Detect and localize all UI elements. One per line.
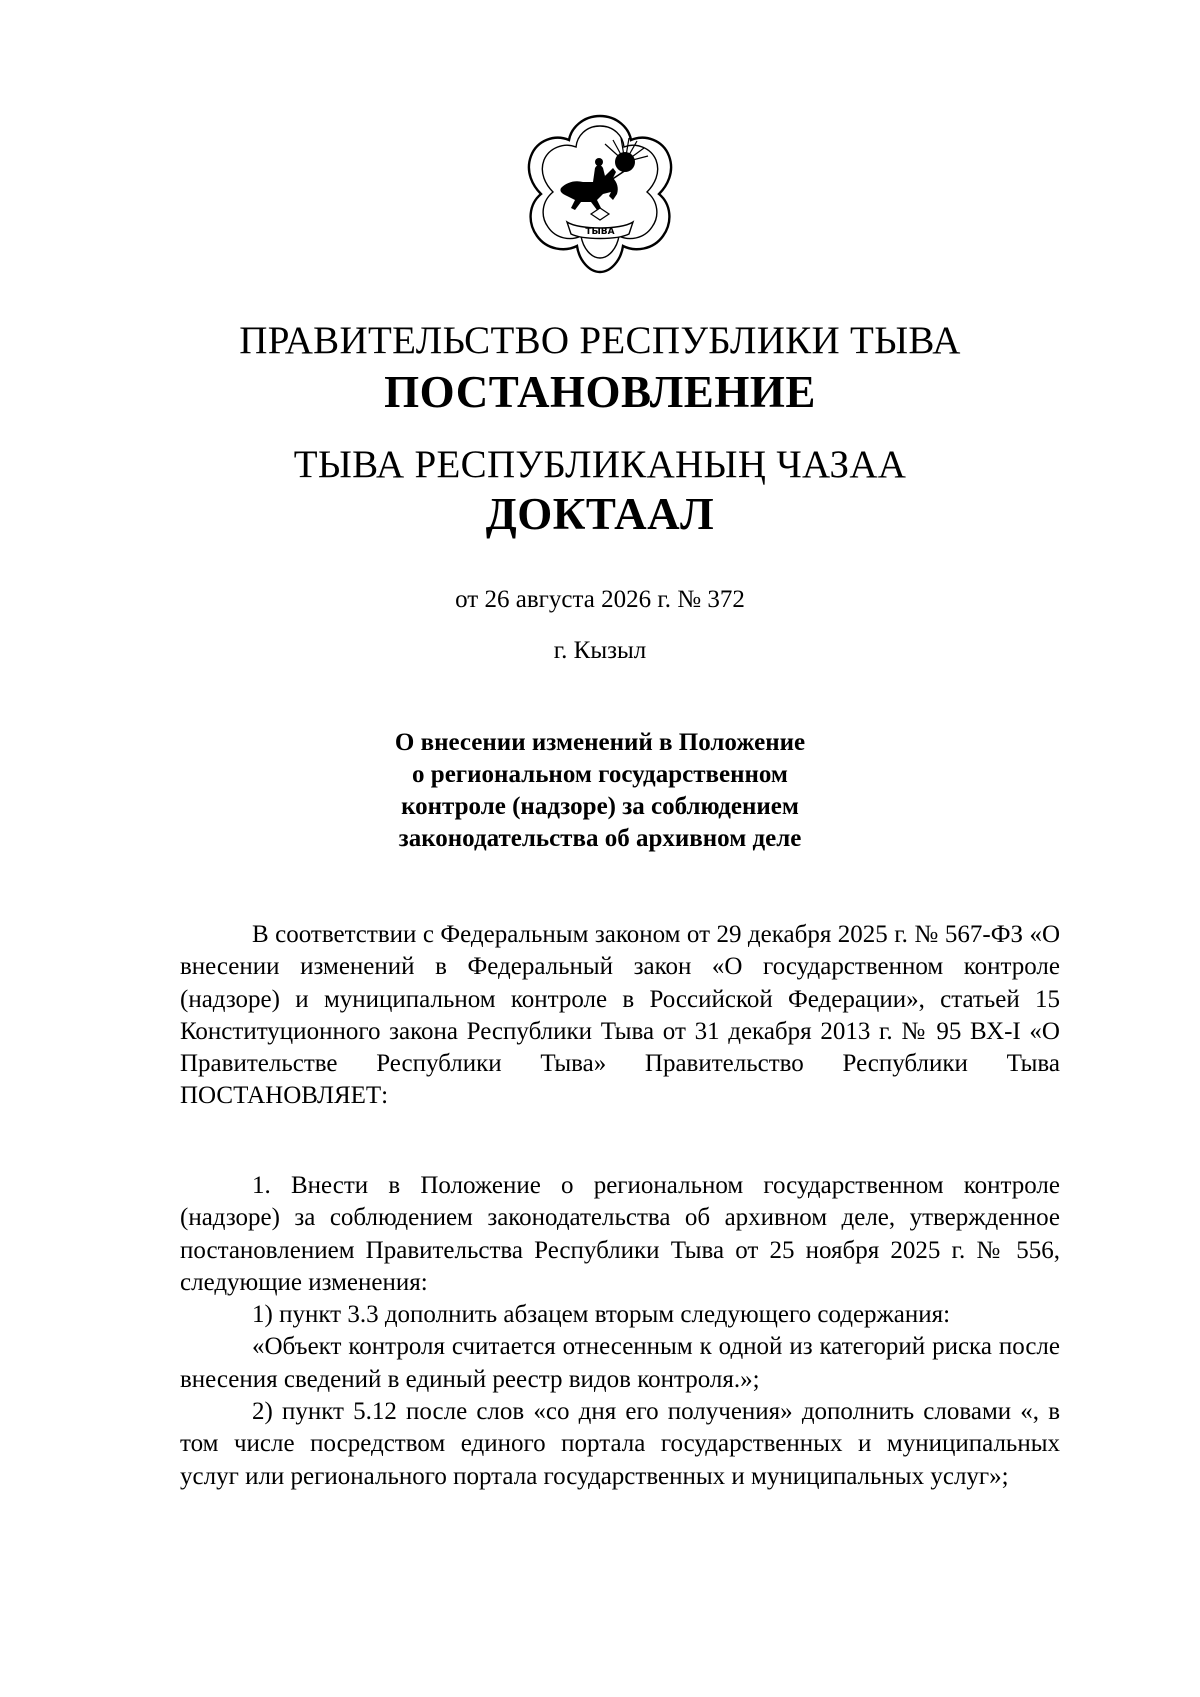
government-name-tyv: ТЫВА РЕСПУБЛИКАНЫҢ ЧАЗАА xyxy=(293,443,907,486)
resolution-items xyxy=(180,1170,1060,1493)
title-line: законодательства об архивном деле xyxy=(398,825,802,852)
coat-of-arms xyxy=(517,110,683,276)
subitem-1-paragraph: 1) пункт 3.3 дополнить абзацем вторым следующего содержания: xyxy=(252,1301,951,1329)
title-line: о региональном государственном xyxy=(412,761,788,788)
subitem-1-quote-paragraph: «Объект контроля считается отнесенным к одной из категорий риска после внесения сведений в единый реестр видов контроля.»; xyxy=(180,1333,1060,1393)
tuva-coat-of-arms-icon xyxy=(517,110,683,276)
decree-date-number: от 26 августа 2026 г. № 372 xyxy=(455,586,745,613)
item-1-paragraph: 1. Внести в Положение о региональном государственном контроле (надзоре) за соблюдением законодательства об архивном деле, утвержденное постановлением Правительства Республики Тыва от 25 ноября 2025 г. № 556, следующие изменения: xyxy=(180,1172,1060,1296)
decree-city: г. Кызыл xyxy=(553,637,647,664)
preamble-block xyxy=(180,919,1060,1113)
government-name-ru: ПРАВИТЕЛЬСТВО РЕСПУБЛИКИ ТЫВА xyxy=(239,319,961,362)
title-line: О внесении изменений в Положение xyxy=(394,729,806,756)
decree-type-ru: ПОСТАНОВЛЕНИЕ xyxy=(384,367,816,417)
title-line: контроле (надзоре) за соблюдением xyxy=(401,793,799,820)
document-title xyxy=(0,727,1200,855)
preamble-paragraph: В соответствии с Федеральным законом от 29 декабря 2025 г. № 567-ФЗ «О внесении изменений в Федеральный закон «О государственном контроле (надзоре) и муниципальном контроле в Российской Федерации», статьей 15 Конституционного закона Республики Тыва от 31 декабря 2013 г. № 95 ВХ-I «О Правительстве Республики Тыва» Правительство Республики Тыва ПОСТАНОВЛЯЕТ: xyxy=(180,921,1060,1110)
emblem-ribbon-text: ТЫВА xyxy=(585,227,615,237)
decree-type-tyv: ДОКТААЛ xyxy=(485,489,715,539)
subitem-2-paragraph: 2) пункт 5.12 после слов «со дня его получения» дополнить словами «, в том числе посредством единого портала государственных и муниципальных услуг или регионального портала государственных и муниципальных услуг»; xyxy=(180,1398,1060,1490)
